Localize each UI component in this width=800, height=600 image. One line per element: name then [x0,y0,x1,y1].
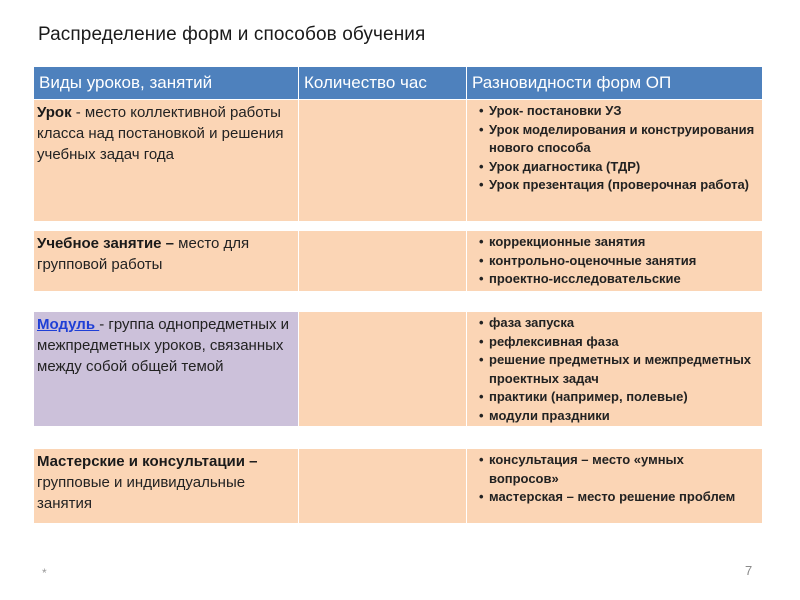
page-number: 7 [745,563,753,578]
lesson-type-cell [34,231,298,291]
form-item: • контрольно-оценочные занятия [479,252,756,271]
slide-title: Распределение форм и способов обучения [38,24,426,45]
lesson-type-term: Мастерские и консультации – [37,453,258,470]
module-link[interactable]: Модуль [37,316,100,333]
forms-cell [466,231,762,291]
lesson-type-cell [34,449,298,523]
form-item: • проектно-исследовательские [479,270,756,289]
table-row-workshops [34,449,762,523]
form-item: • модули праздники [479,407,756,426]
lesson-type-term: Урок [37,104,72,121]
form-item: • Урок презентация (проверочная работа) [479,176,756,195]
form-item: • консультация – место «умных вопросов» [479,451,756,488]
form-item: • Урок диагностика (ТДР) [479,158,756,177]
form-item: • коррекционные занятия [479,233,756,252]
lesson-type-desc: - место коллективной работы класса над постановкой и решения учебных задач года [37,104,284,163]
table-row-lesson [34,100,762,221]
form-item: • Урок- постановки УЗ [479,102,756,121]
forms-cell [466,100,762,221]
form-item: • мастерская – место решение проблем [479,488,756,507]
lesson-type-term: Учебное занятие – [37,235,175,252]
table-header [34,67,762,99]
hours-cell [298,231,466,291]
forms-cell [466,312,762,426]
table-row-module [34,312,762,426]
form-item: • решение предметных и межпредметных проектных задач [479,351,756,388]
header-lesson-types: Виды уроков, занятий [39,73,213,92]
form-item: • практики (например, полевые) [479,388,756,407]
form-item: • Урок моделирования и конструирования нового способа [479,121,756,158]
table-row-study-session [34,231,762,291]
lesson-type-cell [34,312,298,426]
header-hours: Количество час [298,67,466,99]
lesson-type-desc: - группа однопредметных и межпредметных уроков, связанных между собой общей темой [37,316,290,375]
form-item: • рефлексивная фаза [479,333,756,352]
hours-cell [298,449,466,523]
hours-cell [298,312,466,426]
lesson-type-desc: групповые и индивидуальные занятия [37,474,246,512]
lesson-type-cell [34,100,298,221]
form-item: • фаза запуска [479,314,756,333]
hours-cell [298,100,466,221]
header-form-types: Разновидности форм ОП [466,67,762,99]
lesson-type-desc: место для групповой работы [37,235,250,273]
footer-star: * [42,566,47,580]
forms-cell [466,449,762,523]
